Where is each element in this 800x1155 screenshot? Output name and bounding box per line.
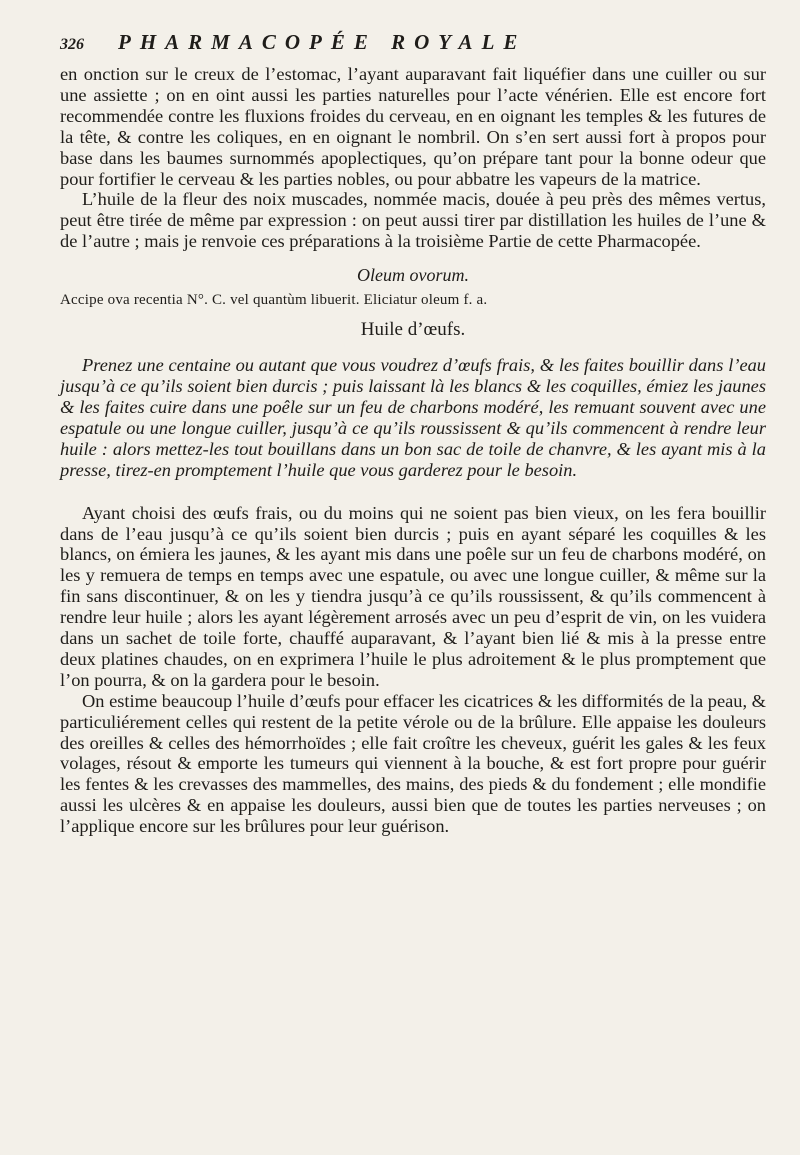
paragraph-mace-oil: L’huile de la fleur des noix muscades, nommée macis, douée à peu près des mêmes vertus, peut être tirée de même par expression : on peut aussi tirer par distillation les huiles de l’une & de l’autre ; mais je renvoie ces préparations à la troisième Partie de cette Pharmacopée. (60, 189, 766, 252)
latin-recipe: Accipe ova recentia N°. C. vel quantùm libuerit. Eliciatur oleum f. a. (60, 292, 488, 309)
running-head (60, 30, 766, 64)
commentary-virtues: On estime beaucoup l’huile d’œufs pour effacer les cicatrices & les difformités de la peau, & particuliérement celles qui restent de la petite vérole ou de la brûlure. Elle appaise les douleurs des oreilles & celles des hémorrhoïdes ; elle fait croître les cheveux, guérit les gales & les feux volages, résout & emporte les tumeurs qui viennent à la bouche, & est fort propre pour guérir les fentes & les crevasses des mammelles, des mains, des pieds & du fondement ; elle mondifie aussi les ulcères & en appaise les douleurs, aussi bien que de toutes les parties nerveuses ; on l’applique encore sur les brûlures pour leur guérison. (60, 690, 766, 837)
paragraph-nutmeg-oil-uses: en onction sur le creux de l’estomac, l’ayant auparavant fait liquéfier dans une cuiller ou sur une assiette ; on en oint aussi les parties naturelles pour l’acte vénérien. Elle est encore fort recommendée contre les fluxions froides du cerveau, en en oignant les temples & les futures de la tête, & contre les coliques, en en oignant le nombril. On s’en sert aussi fort à propos pour base dans les baumes surnommés apoplectiques, qu’on prépare tant pour la bonne odeur que pour fortifier le cerveau & les parties nobles, ou pour abbatre les vapeurs de la matrice. (60, 64, 766, 189)
page-number: 326 (60, 36, 84, 53)
running-title: PHARMACOPÉE ROYALE (118, 30, 527, 54)
section-spacer (60, 481, 766, 503)
commentary-preparation: Ayant choisi des œufs frais, ou du moins qui ne soient pas bien vieux, on les fera bouillir dans de l’eau jusqu’à ce qu’ils soient bien durcis ; puis en ayant séparé les coquilles & les blancs, on émiera les jaunes, & les ayant mis dans une poêle sur un feu de charbons modéré, on les y remuera de temps en temps avec une espatule, ou avec une longue cuiller, & même sur la fin sans discontinuer, & on les y tiendra jusqu’à ce qu’ils roussissent, & qu’ils commencent à rendre leur huile ; alors les ayant légèrement arrosés avec un peu d’esprit de vin, on les vuidera dans un sachet de toile forte, chauffé auparavant, & l’ayant bien lié & mis à la presse entre deux platines chaudes, on en exprimera l’huile le plus adroitement & le plus promptement que l’on pourra, & on la gardera pour le besoin. (60, 502, 766, 690)
french-formula-title: Huile d’œufs. (360, 319, 466, 341)
latin-formula-title: Oleum ovorum. (357, 265, 469, 286)
recipe-instructions: Prenez une centaine ou autant que vous voudrez d’œufs frais, & les faites bouillir dans l’eau jusqu’à ce qu’ils soient bien durcis ; puis laissant là les blancs & les coquilles, émiez les jaunes & les faites cuire dans une poêle sur un feu de charbons modéré, les remuant souvent avec une espatule ou une longue cuiller, jusqu’à ce qu’ils roussissent & qu’ils commencent à rendre leur huile : alors mettez-les tout bouillans dans un bon sac de toile de chanvre, & les ayant mis à la presse, tirez-en promptement l’huile que vous garderez pour le besoin. (60, 355, 766, 480)
